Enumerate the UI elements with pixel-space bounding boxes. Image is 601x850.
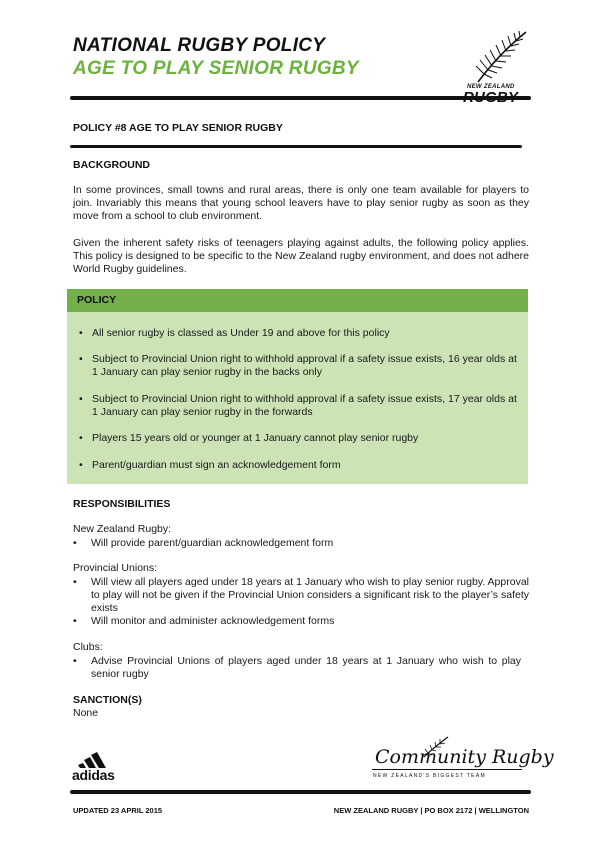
policy-item [75,432,523,445]
updated-date: UPDATED 23 APRIL 2015 [73,806,163,815]
silver-fern-icon [458,26,533,86]
list-item-text: Will monitor and administer acknowledgement forms [91,615,335,627]
community-rugby-script: Community Rugby [375,746,554,768]
responsibility-group-label: Provincial Unions: [73,562,158,574]
adidas-wordmark: adidas [72,767,115,783]
policy-item [75,353,523,379]
community-rugby-logo [368,735,554,785]
policy-item-text: Subject to Provincial Union right to withhold approval if a safety issue exists, 16 year olds at 1 January can play senior rugby in the backs only [92,353,517,378]
logo-text-small: NEW ZEALAND [467,84,515,90]
bullet: • [79,353,83,365]
policy-item-text: All senior rugby is classed as Under 19 and above for this policy [92,327,390,339]
bullet: • [79,327,83,339]
policy-item-text: Parent/guardian must sign an acknowledgement form [92,459,341,471]
bullet: • [73,615,77,627]
nz-rugby-logo [458,26,533,90]
list-item [73,537,529,550]
document-title: NATIONAL RUGBY POLICY [73,35,326,56]
bullet: • [73,576,77,588]
policy-box [67,289,528,484]
background-paragraph-1: In some provinces, small towns and rural areas, there is only one team available for players to join. Invariably this means that young school leavers have to play senior rugby as soon as they move from a school to club environment. [73,184,529,222]
list-item [73,655,529,681]
title-divider [70,145,522,148]
logo-underline [372,769,522,770]
list-item-text: Advise Provincial Unions of players aged under 18 years at 1 January who wish to play senior rugby [91,655,521,680]
policy-item [75,459,523,472]
background-paragraph-2: Given the inherent safety risks of teenagers playing against adults, the following policy applies. This policy is designed to be specific to the New Zealand rugby environment, and does not adhere World Rugby guidelines. [73,237,529,275]
list-item [73,576,529,615]
footer-address: NEW ZEALAND RUGBY | PO BOX 2172 | WELLINGTON [333,806,529,815]
policy-item [75,327,523,340]
bullet: • [73,537,77,549]
bullet: • [73,655,77,667]
policy-title: POLICY #8 AGE TO PLAY SENIOR RUGBY [73,122,283,134]
header-divider [70,96,531,100]
background-heading: BACKGROUND [73,159,150,171]
bullet: • [79,459,83,471]
policy-item [75,393,523,419]
policy-heading: POLICY [77,294,117,306]
list-item-text: Will view all players aged under 18 years at 1 January who wish to play senior rugby. Approval to play will not be given if the Provincial Union considers a significant risk to the player’s safety exists [91,576,529,614]
responsibilities-heading: RESPONSIBILITIES [73,498,171,510]
list-item [73,615,529,628]
bullet: • [79,393,83,405]
community-tagline: NEW ZEALAND'S BIGGEST TEAM [373,773,486,779]
list-item-text: Will provide parent/guardian acknowledgement form [91,537,334,549]
policy-item-text: Subject to Provincial Union right to withhold approval if a safety issue exists, 17 year olds at 1 January can play senior rugby in the forwards [92,393,517,418]
responsibility-group-label: New Zealand Rugby: [73,523,172,535]
sanctions-value: None [73,707,99,719]
bullet: • [79,432,83,444]
policy-header [67,289,528,312]
sanctions-heading: SANCTION(S) [73,694,142,706]
footer-divider [70,790,531,794]
policy-item-text: Players 15 years old or younger at 1 January cannot play senior rugby [92,432,419,444]
responsibility-group-label: Clubs: [73,641,103,653]
adidas-stripes-icon [78,752,118,768]
document-subtitle: AGE TO PLAY SENIOR RUGBY [73,58,359,79]
adidas-logo [72,752,128,782]
